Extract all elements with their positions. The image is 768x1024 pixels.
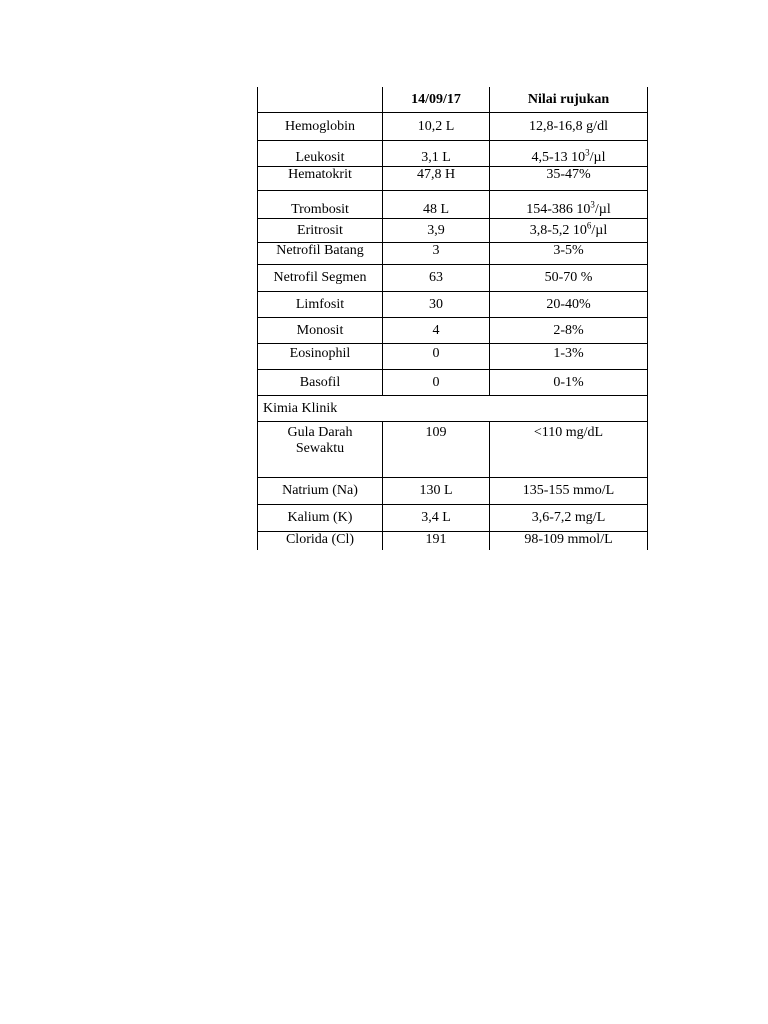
result-value: 0 — [383, 344, 490, 370]
table-row — [258, 113, 648, 141]
reference-range: 0-1% — [490, 370, 648, 396]
parameter-name: Clorida (Cl) — [258, 532, 383, 550]
reference-range-exponent: 3 — [585, 147, 590, 158]
table-row — [258, 532, 648, 550]
table-row — [258, 292, 648, 318]
parameter-name: Hemoglobin — [258, 113, 383, 141]
reference-range: 98-109 mmol/L — [490, 532, 648, 550]
reference-range-exponent: 3 — [590, 199, 595, 210]
parameter-name: Trombosit — [258, 191, 383, 219]
table-row — [258, 243, 648, 265]
table-row — [258, 191, 648, 219]
reference-range-base: 3,8-5,2 10 — [529, 222, 587, 238]
result-value: 10,2 L — [383, 113, 490, 141]
reference-range: 3,6-7,2 mg/L — [490, 505, 648, 532]
parameter-name: Kalium (K) — [258, 505, 383, 532]
reference-range — [490, 219, 648, 243]
table-row — [258, 167, 648, 191]
parameter-name: Basofil — [258, 370, 383, 396]
lab-results-table — [257, 87, 648, 550]
reference-range-base: 154-386 10 — [526, 202, 591, 217]
table-header-row — [258, 87, 648, 113]
reference-range: 1-3% — [490, 344, 648, 370]
table-row — [258, 265, 648, 292]
result-value: 3,1 L — [383, 141, 490, 167]
reference-range — [490, 191, 648, 219]
result-value: 4 — [383, 318, 490, 344]
table-row — [258, 219, 648, 243]
table-row — [258, 505, 648, 532]
result-value: 3 — [383, 243, 490, 265]
reference-range-unit: /µl — [589, 150, 606, 165]
result-value: 3,4 L — [383, 505, 490, 532]
reference-range: 135-155 mmo/L — [490, 478, 648, 505]
reference-range: <110 mg/dL — [490, 422, 648, 478]
reference-range-exponent: 6 — [586, 219, 592, 230]
reference-range-unit: /µl — [591, 222, 608, 238]
table-row — [258, 141, 648, 167]
parameter-name: Eosinophil — [258, 344, 383, 370]
parameter-name: Netrofil Segmen — [258, 265, 383, 292]
result-value: 48 L — [383, 191, 490, 219]
parameter-name: Leukosit — [258, 141, 383, 167]
header-parameter — [258, 87, 383, 113]
section-header-row — [258, 396, 648, 422]
table-row — [258, 344, 648, 370]
result-value: 30 — [383, 292, 490, 318]
table-row — [258, 370, 648, 396]
result-value: 3,9 — [383, 219, 490, 243]
reference-range-base: 4,5-13 10 — [531, 150, 586, 165]
parameter-name-line2: Sewaktu — [295, 441, 345, 456]
result-value: 63 — [383, 265, 490, 292]
parameter-name: Hematokrit — [258, 167, 383, 191]
parameter-name — [258, 422, 383, 478]
reference-range: 3-5% — [490, 243, 648, 265]
reference-range: 35-47% — [490, 167, 648, 191]
parameter-name: Eritrosit — [258, 219, 383, 243]
reference-range: 12,8-16,8 g/dl — [490, 113, 648, 141]
parameter-name: Natrium (Na) — [258, 478, 383, 505]
parameter-name-line1: Gula Darah — [287, 425, 353, 440]
reference-range: 2-8% — [490, 318, 648, 344]
table-row — [258, 422, 648, 478]
header-reference: Nilai rujukan — [490, 87, 648, 113]
parameter-name: Limfosit — [258, 292, 383, 318]
result-value: 130 L — [383, 478, 490, 505]
result-value: 109 — [383, 422, 490, 478]
header-date: 14/09/17 — [383, 87, 490, 113]
reference-range: 20-40% — [490, 292, 648, 318]
result-value: 0 — [383, 370, 490, 396]
parameter-name: Netrofil Batang — [258, 243, 383, 265]
section-title: Kimia Klinik — [258, 396, 648, 422]
reference-range-unit: /µl — [594, 202, 611, 217]
table-row — [258, 318, 648, 344]
parameter-name: Monosit — [258, 318, 383, 344]
result-value: 47,8 H — [383, 167, 490, 191]
result-value: 191 — [383, 532, 490, 550]
reference-range — [490, 141, 648, 167]
table-row — [258, 478, 648, 505]
reference-range: 50-70 % — [490, 265, 648, 292]
